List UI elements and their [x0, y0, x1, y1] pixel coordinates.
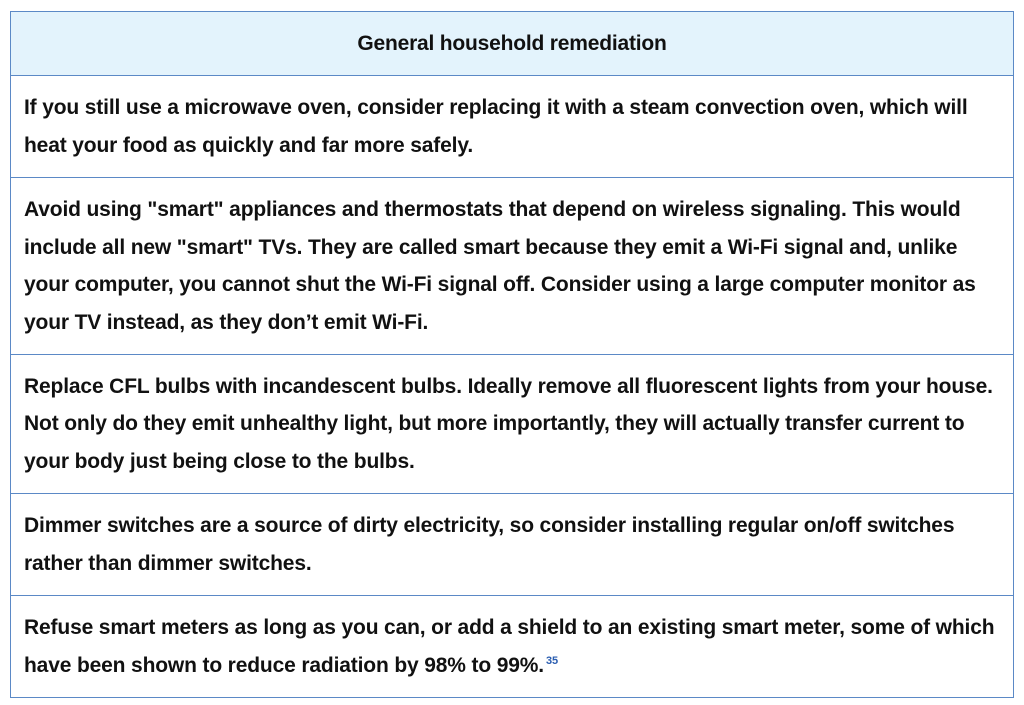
table-row	[11, 76, 1014, 178]
footnote-link[interactable]: 35	[545, 654, 558, 667]
tip-dimmer-switches: Dimmer switches are a source of dirty electricity, so consider installing regular on/off switches rather than dimmer switches.	[11, 494, 1014, 596]
tip-microwave: If you still use a microwave oven, consider replacing it with a steam convection oven, which will heat your food as quickly and far more safely.	[11, 76, 1014, 178]
table-header: General household remediation	[11, 12, 1014, 76]
tip-smart-meters	[11, 596, 1014, 698]
table-header-row	[11, 12, 1014, 76]
table-row	[11, 494, 1014, 596]
table-row	[11, 596, 1014, 698]
tip-cfl-bulbs: Replace CFL bulbs with incandescent bulbs. Ideally remove all fluorescent lights from your house. Not only do they emit unhealthy light, but more importantly, they will actually transfer current to your body just being close to the bulbs.	[11, 355, 1014, 494]
table-row	[11, 355, 1014, 494]
table-row	[11, 178, 1014, 355]
remediation-table	[10, 11, 1014, 698]
tip-smart-meters-text: Refuse smart meters as long as you can, or add a shield to an existing smart meter, some of which have been shown to reduce radiation by 98% to 99%.	[24, 616, 995, 677]
tip-smart-appliances: Avoid using "smart" appliances and thermostats that depend on wireless signaling. This would include all new "smart" TVs. They are called smart because they emit a Wi-Fi signal and, unlike your computer, you cannot shut the Wi-Fi signal off. Consider using a large computer monitor as your TV instead, as they don’t emit Wi-Fi.	[11, 178, 1014, 355]
